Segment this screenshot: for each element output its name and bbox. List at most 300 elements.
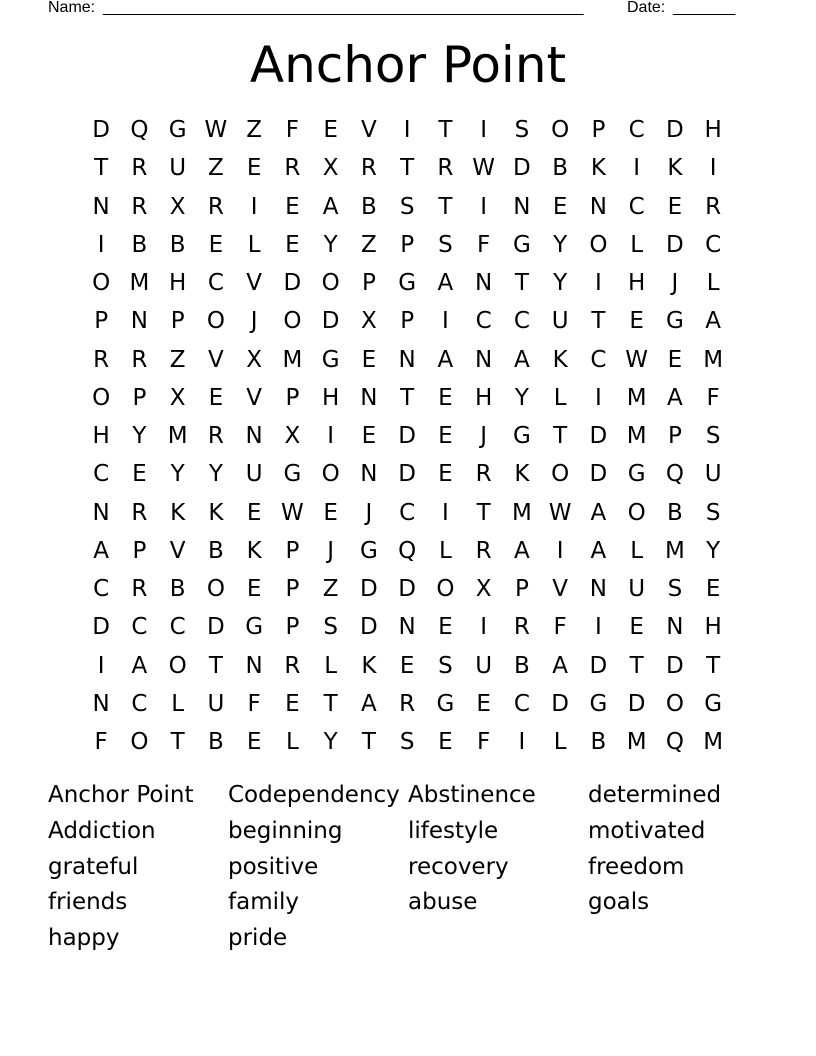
grid-letter: G <box>283 461 302 488</box>
grid-letter: C <box>131 690 148 717</box>
grid-letter: E <box>285 193 300 220</box>
grid-letter: M <box>703 729 724 756</box>
grid-letter: Y <box>170 461 185 488</box>
grid-letter: P <box>132 384 147 411</box>
grid-letter: C <box>590 346 607 373</box>
grid-letter: O <box>665 690 684 717</box>
grid-letter: N <box>475 346 493 373</box>
grid-letter: T <box>208 652 223 679</box>
grid-letter: R <box>131 499 148 526</box>
grid-letter: A <box>514 346 530 373</box>
grid-letter: A <box>437 346 454 373</box>
grid-letter: W <box>204 117 228 144</box>
grid-letter: N <box>245 652 263 679</box>
grid-letter: G <box>627 461 646 488</box>
grid-letter: K <box>590 155 606 182</box>
grid-letter: R <box>399 690 416 717</box>
grid-letter: D <box>589 652 608 679</box>
word-list-item: Anchor Point <box>48 782 194 808</box>
grid-letter: C <box>513 690 530 717</box>
grid-letter: T <box>476 499 491 526</box>
grid-letter: S <box>438 231 453 258</box>
grid-letter: B <box>552 155 569 182</box>
grid-letter: M <box>626 384 647 411</box>
grid-letter: N <box>360 384 378 411</box>
grid-letter: E <box>438 614 453 641</box>
grid-letter: L <box>285 729 299 756</box>
grid-letter: M <box>626 729 647 756</box>
grid-letter: E <box>361 423 377 450</box>
grid-letter: S <box>399 193 415 220</box>
grid-letter: T <box>706 652 721 679</box>
word-list-item: determined <box>588 782 722 808</box>
grid-letter: R <box>284 155 301 182</box>
word-list-item: happy <box>48 925 120 951</box>
grid-letter: I <box>97 652 105 679</box>
grid-letter: O <box>321 270 340 297</box>
grid-letter: I <box>480 614 488 641</box>
grid-letter: I <box>594 384 602 411</box>
grid-letter: G <box>168 117 187 144</box>
grid-letter: I <box>441 308 449 335</box>
grid-letter: L <box>553 384 567 411</box>
grid-letter: B <box>666 499 683 526</box>
grid-letter: A <box>705 308 721 335</box>
grid-letter: E <box>285 231 300 258</box>
grid-letter: X <box>475 576 492 603</box>
grid-letter: Q <box>665 461 684 488</box>
grid-letter: T <box>438 193 453 220</box>
grid-letter: Y <box>553 231 568 258</box>
grid-letter: X <box>169 193 186 220</box>
grid-letter: P <box>170 308 185 335</box>
grid-letter: C <box>399 499 416 526</box>
name-field-line: ______________________________________________________ <box>103 0 584 16</box>
grid-letter: C <box>705 231 722 258</box>
grid-letter: X <box>322 155 339 182</box>
grid-letter: I <box>250 193 258 220</box>
grid-letter: R <box>705 193 722 220</box>
grid-letter: D <box>666 117 684 144</box>
grid-letter: A <box>552 652 568 679</box>
word-list-item: Codependency <box>228 782 400 808</box>
grid-letter: Z <box>246 117 262 144</box>
grid-letter: A <box>590 537 607 564</box>
grid-letter: E <box>476 690 491 717</box>
grid-letter: B <box>590 729 607 756</box>
grid-letter: D <box>360 576 378 603</box>
grid-letter: I <box>633 155 641 182</box>
grid-letter: P <box>285 614 300 641</box>
grid-letter: W <box>472 155 495 182</box>
grid-letter: L <box>630 231 644 258</box>
grid-letter: A <box>514 537 530 564</box>
grid-letter: N <box>92 193 110 220</box>
grid-letter: D <box>207 614 225 641</box>
grid-letter: S <box>399 729 415 756</box>
grid-letter: O <box>436 576 455 603</box>
grid-letter: E <box>438 461 453 488</box>
grid-letter: B <box>360 193 377 220</box>
word-list-item: pride <box>228 925 288 951</box>
grid-letter: B <box>131 231 148 258</box>
grid-letter: L <box>438 537 452 564</box>
grid-letter: C <box>628 193 645 220</box>
grid-letter: N <box>92 690 110 717</box>
grid-letter: E <box>246 155 262 182</box>
grid-letter: K <box>514 461 530 488</box>
grid-letter: S <box>438 652 453 679</box>
grid-letter: N <box>475 270 493 297</box>
grid-letter: G <box>398 270 417 297</box>
grid-letter: Z <box>207 155 224 182</box>
grid-letter: V <box>169 537 186 564</box>
grid-letter: O <box>206 576 225 603</box>
grid-letter: Y <box>706 537 721 564</box>
grid-letter: T <box>323 690 338 717</box>
grid-letter: P <box>361 270 376 297</box>
grid-letter: M <box>511 499 532 526</box>
grid-letter: T <box>94 155 109 182</box>
grid-letter: U <box>169 155 187 182</box>
grid-letter: C <box>513 308 530 335</box>
grid-letter: N <box>130 308 148 335</box>
grid-letter: H <box>92 423 110 450</box>
grid-letter: R <box>475 461 492 488</box>
grid-letter: V <box>208 346 224 373</box>
grid-letter: N <box>245 423 263 450</box>
grid-letter: F <box>553 614 567 641</box>
grid-letter: I <box>594 614 602 641</box>
grid-letter: O <box>168 652 187 679</box>
grid-letter: E <box>323 499 338 526</box>
grid-letter: A <box>590 499 607 526</box>
grid-letter: W <box>281 499 304 526</box>
grid-letter: E <box>285 690 300 717</box>
word-list-item: goals <box>588 889 650 916</box>
grid-letter: L <box>630 537 644 564</box>
grid-letter: S <box>705 499 721 526</box>
grid-letter: B <box>207 537 224 564</box>
grid-letter: E <box>438 423 453 450</box>
grid-letter: H <box>627 270 646 297</box>
grid-letter: E <box>246 576 262 603</box>
grid-letter: F <box>247 690 261 717</box>
grid-letter: R <box>131 193 148 220</box>
grid-letter: X <box>169 384 186 411</box>
name-label: Name: <box>48 0 96 16</box>
grid-letter: D <box>627 690 646 717</box>
grid-letter: U <box>628 576 646 603</box>
grid-letter: D <box>513 155 531 182</box>
grid-letter: H <box>321 384 340 411</box>
word-list-item: Abstinence <box>408 782 536 808</box>
grid-letter: V <box>246 384 262 411</box>
word-list <box>48 778 768 957</box>
grid-letter: D <box>666 231 684 258</box>
grid-letter: Y <box>208 461 223 488</box>
grid-letter: E <box>629 614 644 641</box>
grid-letter: N <box>666 614 684 641</box>
grid-letter: J <box>365 499 373 526</box>
grid-letter: T <box>400 155 415 182</box>
grid-letter: P <box>285 576 300 603</box>
grid-letter: R <box>513 614 530 641</box>
word-list-item: motivated <box>588 817 706 844</box>
grid-letter: G <box>436 690 455 717</box>
grid-letter: H <box>704 117 722 144</box>
grid-letter: C <box>475 308 492 335</box>
grid-letter: F <box>477 231 491 258</box>
grid-letter: E <box>438 729 453 756</box>
grid-letter: Z <box>360 231 377 258</box>
grid-letter: E <box>208 384 224 411</box>
grid-letter: P <box>94 308 109 335</box>
grid-letter: E <box>667 346 683 373</box>
grid-letter: I <box>480 193 488 220</box>
grid-letter: U <box>245 461 263 488</box>
grid-letter: C <box>207 270 224 297</box>
grid-letter: D <box>589 423 608 450</box>
grid-letter: T <box>553 423 568 450</box>
grid-letter: T <box>629 652 644 679</box>
grid-letter: I <box>556 537 564 564</box>
page-title: Anchor Point <box>249 36 567 94</box>
word-list-item: friends <box>48 889 128 916</box>
grid-letter: I <box>97 231 105 258</box>
grid-letter: C <box>169 614 186 641</box>
grid-letter: D <box>589 461 608 488</box>
grid-letter: R <box>207 193 224 220</box>
grid-letter: A <box>322 193 339 220</box>
grid-letter: F <box>94 729 108 756</box>
grid-letter: P <box>514 576 529 603</box>
grid-letter: E <box>132 461 147 488</box>
grid-letter: T <box>170 729 185 756</box>
grid-letter: R <box>207 423 224 450</box>
grid-letter: V <box>246 270 262 297</box>
grid-letter: D <box>321 308 340 335</box>
grid-letter: D <box>551 690 569 717</box>
grid-letter: K <box>667 155 683 182</box>
grid-letter: P <box>591 117 606 144</box>
grid-letter: E <box>399 652 415 679</box>
grid-letter: P <box>132 537 147 564</box>
word-list-item: grateful <box>48 853 139 880</box>
grid-letter: L <box>706 270 720 297</box>
grid-letter: R <box>360 155 377 182</box>
grid-letter: V <box>361 117 377 144</box>
grid-letter: L <box>553 729 567 756</box>
grid-letter: L <box>171 690 185 717</box>
grid-letter: O <box>589 231 608 258</box>
grid-letter: I <box>327 423 335 450</box>
grid-letter: R <box>475 537 492 564</box>
grid-letter: S <box>323 614 338 641</box>
grid-letter: M <box>703 346 724 373</box>
grid-letter: O <box>206 308 225 335</box>
grid-letter: J <box>327 537 335 564</box>
grid-letter: B <box>207 729 224 756</box>
grid-letter: O <box>627 499 646 526</box>
grid-letter: I <box>480 117 488 144</box>
worksheet-header <box>48 0 740 18</box>
grid-letter: I <box>709 155 717 182</box>
grid-letter: B <box>169 576 186 603</box>
grid-letter: F <box>285 117 299 144</box>
grid-letter: N <box>92 499 110 526</box>
grid-letter: D <box>360 614 378 641</box>
grid-letter: N <box>398 614 416 641</box>
grid-letter: V <box>552 576 568 603</box>
grid-letter: P <box>400 231 415 258</box>
grid-letter: E <box>705 576 721 603</box>
grid-letter: L <box>324 652 338 679</box>
grid-letter: M <box>664 537 685 564</box>
grid-letter: M <box>626 423 647 450</box>
grid-letter: U <box>475 652 493 679</box>
grid-letter: D <box>92 117 110 144</box>
grid-letter: E <box>361 346 377 373</box>
grid-letter: O <box>551 461 570 488</box>
grid-letter: C <box>93 461 110 488</box>
grid-letter: I <box>594 270 602 297</box>
letter-grid <box>82 111 732 761</box>
word-list-item: freedom <box>588 853 685 880</box>
grid-letter: G <box>512 231 531 258</box>
word-list-item: positive <box>228 853 319 880</box>
grid-letter: E <box>246 729 262 756</box>
grid-letter: R <box>284 652 301 679</box>
grid-letter: N <box>398 346 416 373</box>
grid-letter: S <box>705 423 721 450</box>
grid-letter: R <box>93 346 110 373</box>
word-list-item: Addiction <box>48 817 156 844</box>
grid-letter: O <box>92 384 111 411</box>
date-label: Date: <box>627 0 666 16</box>
grid-letter: N <box>589 193 607 220</box>
grid-letter: K <box>361 652 377 679</box>
grid-letter: Y <box>323 729 338 756</box>
grid-letter: K <box>170 499 186 526</box>
grid-letter: D <box>398 423 416 450</box>
grid-letter: S <box>514 117 530 144</box>
grid-letter: O <box>92 270 111 297</box>
grid-letter: Z <box>322 576 339 603</box>
grid-letter: C <box>131 614 148 641</box>
grid-letter: E <box>552 193 568 220</box>
grid-letter: I <box>518 729 526 756</box>
grid-letter: R <box>437 155 454 182</box>
grid-letter: E <box>208 231 224 258</box>
grid-letter: C <box>93 576 110 603</box>
grid-letter: A <box>437 270 454 297</box>
grid-letter: P <box>400 308 415 335</box>
grid-letter: J <box>480 423 488 450</box>
word-list-item: beginning <box>228 817 343 844</box>
word-list-item: abuse <box>408 889 478 916</box>
grid-letter: M <box>129 270 150 297</box>
grid-letter: Y <box>514 384 529 411</box>
grid-letter: A <box>667 384 683 411</box>
grid-letter: U <box>207 690 225 717</box>
grid-letter: L <box>247 231 261 258</box>
grid-letter: F <box>477 729 491 756</box>
grid-letter: O <box>283 308 302 335</box>
grid-letter: Y <box>553 270 568 297</box>
grid-letter: O <box>130 729 149 756</box>
grid-letter: I <box>403 117 411 144</box>
grid-letter: W <box>548 499 572 526</box>
grid-letter: Q <box>130 117 149 144</box>
grid-letter: A <box>93 537 109 564</box>
grid-letter: D <box>92 614 110 641</box>
grid-letter: K <box>246 537 262 564</box>
grid-letter: E <box>438 384 453 411</box>
grid-letter: G <box>359 537 378 564</box>
grid-letter: M <box>167 423 188 450</box>
grid-letter: T <box>591 308 606 335</box>
grid-letter: R <box>131 346 148 373</box>
grid-letter: K <box>208 499 224 526</box>
grid-letter: J <box>671 270 679 297</box>
grid-letter: T <box>438 117 453 144</box>
grid-letter: R <box>131 576 148 603</box>
grid-letter: E <box>323 117 338 144</box>
grid-letter: N <box>513 193 531 220</box>
grid-letter: D <box>283 270 302 297</box>
grid-letter: N <box>360 461 378 488</box>
grid-letter: K <box>552 346 568 373</box>
grid-letter: B <box>513 652 530 679</box>
grid-letter: Y <box>323 231 338 258</box>
grid-letter: A <box>361 690 377 717</box>
grid-letter: R <box>131 155 148 182</box>
grid-letter: H <box>168 270 187 297</box>
grid-letter: T <box>361 729 376 756</box>
grid-letter: Y <box>132 423 147 450</box>
grid-letter: G <box>512 423 531 450</box>
grid-letter: W <box>625 346 648 373</box>
grid-letter: D <box>666 652 684 679</box>
word-list-item: lifestyle <box>408 817 499 844</box>
word-list-item: recovery <box>408 853 509 880</box>
grid-letter: P <box>667 423 682 450</box>
grid-letter: G <box>665 308 684 335</box>
grid-letter: E <box>629 308 644 335</box>
grid-letter: X <box>284 423 301 450</box>
grid-letter: G <box>321 346 340 373</box>
grid-letter: X <box>360 308 377 335</box>
grid-letter: F <box>706 384 720 411</box>
grid-letter: G <box>704 690 723 717</box>
grid-letter: M <box>282 346 303 373</box>
grid-letter: S <box>667 576 683 603</box>
grid-letter: T <box>514 270 529 297</box>
grid-letter: A <box>131 652 148 679</box>
grid-letter: B <box>169 231 186 258</box>
grid-letter: P <box>285 537 300 564</box>
grid-letter: Q <box>665 729 684 756</box>
grid-letter: P <box>285 384 300 411</box>
grid-letter: D <box>398 576 416 603</box>
grid-letter: H <box>704 614 722 641</box>
grid-letter: C <box>628 117 645 144</box>
grid-letter: E <box>667 193 683 220</box>
date-field-line: _______ <box>673 0 736 16</box>
grid-letter: Q <box>398 537 417 564</box>
grid-letter: G <box>245 614 264 641</box>
